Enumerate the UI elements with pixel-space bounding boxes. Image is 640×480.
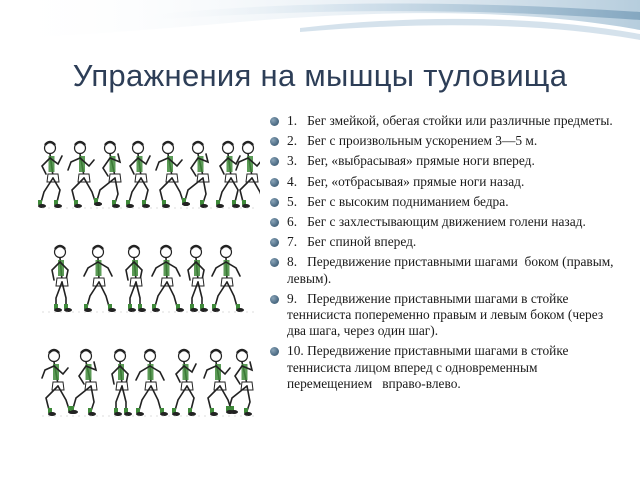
athlete-figure: [52, 246, 72, 312]
bullet-icon: [270, 137, 279, 146]
athlete-figure: [172, 350, 196, 416]
athlete-figure: [84, 246, 116, 312]
bullet-icon: [270, 218, 279, 227]
list-item: 4. Бег, «отбрасывая» прямые ноги назад.: [270, 174, 622, 190]
slide-title: Упражнения на мышцы туловища: [72, 58, 568, 93]
bullet-icon: [270, 238, 279, 247]
athlete-figure: [204, 350, 238, 416]
athlete-figure: [94, 142, 121, 208]
bullet-icon: [270, 258, 279, 267]
exercise-list: [270, 113, 622, 396]
list-item: 7. Бег спиной вперед.: [270, 234, 622, 250]
list-item: 1. Бег змейкой, обегая стойки или различные предметы.: [270, 113, 622, 129]
list-item: 5. Бег с высоким подниманием бедра.: [270, 194, 622, 210]
bullet-icon: [270, 198, 279, 207]
bullet-icon: [270, 295, 279, 304]
list-item: 9. Передвижение приставными шагами в стойке теннисиста попеременно правым и левым боком (через два шага, через один шаг).: [270, 291, 622, 340]
athlete-figure: [126, 142, 150, 208]
athlete-figure: [112, 350, 132, 416]
athlete-figure: [70, 350, 97, 416]
athlete-figure: [212, 246, 244, 312]
athlete-figure: [136, 350, 168, 416]
list-item: 2. Бег с произвольным ускорением 3—5 м.: [270, 133, 622, 149]
bullet-icon: [270, 117, 279, 126]
bullet-icon: [270, 178, 279, 187]
athlete-figure: [152, 246, 184, 312]
athlete-figure: [236, 142, 260, 208]
athlete-figure: [216, 142, 240, 208]
athlete-figure: [182, 142, 209, 208]
bullet-icon: [270, 347, 279, 356]
list-item: 3. Бег, «выбрасывая» прямые ноги вперед.: [270, 153, 622, 169]
athlete-figure: [126, 246, 146, 312]
list-item: 10. Передвижение приставными шагами в стойке теннисиста лицом вперед с одновременным перемещением вправо-влево.: [270, 343, 622, 392]
bullet-icon: [270, 157, 279, 166]
exercise-figures-image: [38, 130, 260, 430]
list-item: 6. Бег с захлестывающим движением голени назад.: [270, 214, 622, 230]
list-item: 8. Передвижение приставными шагами боком (правым, левым).: [270, 254, 622, 286]
athlete-figure: [188, 246, 208, 312]
athlete-figure: [226, 350, 253, 416]
athlete-figure: [38, 142, 62, 208]
